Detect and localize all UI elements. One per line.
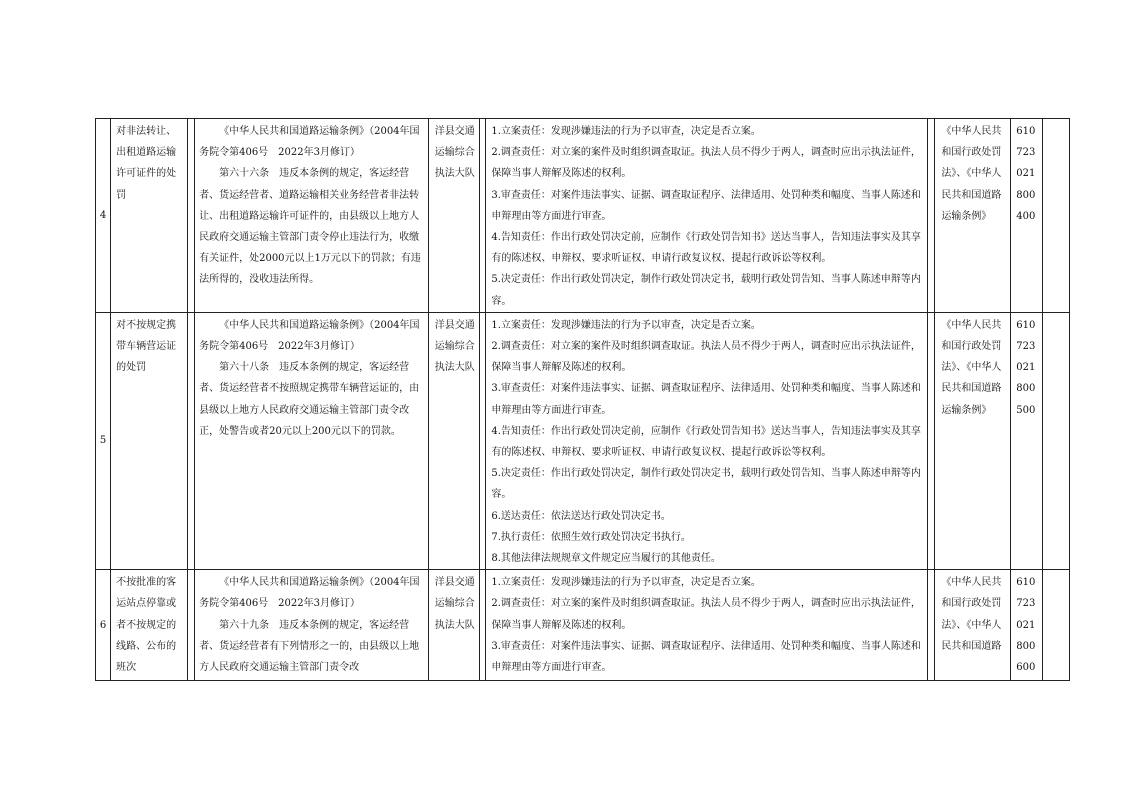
row-index: 4 [99, 209, 107, 221]
spacer-cell [188, 119, 195, 313]
code-segment: 610 [1016, 319, 1036, 331]
duty-item: 3.审查责任：对案件违法事实、证据、调查取证程序、法律适用、处罚种类和幅度、当事人陈述和申辩理由等方面进行审查。 [491, 189, 921, 222]
department: 洋县交通运输综合执法大队 [434, 319, 475, 374]
duty-item: 1.立案责任：发现涉嫌违法的行为予以审查，决定是否立案。 [491, 577, 761, 589]
legal-basis-cell [195, 570, 429, 681]
code-segment: 723 [1016, 598, 1036, 610]
item-name: 对不按规定携带车辆营运证的处罚 [116, 319, 177, 374]
code-segment: 600 [1016, 662, 1036, 674]
remarks-cell [1042, 312, 1069, 569]
code-segment: 021 [1016, 362, 1036, 374]
basis-article: 第六十八条 违反本条例的规定，客运经营者、货运经营者不按照规定携带车辆营运证的，由县级以上地方人民政府交通运输主管部门责令改正，处警告或者20元以上200元以下的罚款。 [199, 362, 420, 437]
spacer-cell [928, 312, 935, 569]
department: 洋县交通运输综合执法大队 [434, 126, 475, 180]
spacer-cell [928, 119, 935, 313]
item-name: 不按批准的客运站点停靠或者不按规定的线路、公布的班次 [116, 577, 177, 674]
item-name: 对非法转让、出租道路运输许可证件的处罚 [116, 126, 177, 201]
duty-item: 2.调查责任：对立案的案件及时组织调查取证。执法人员不得少于两人，调查时应出示执法证件，保障当事人辩解及陈述的权利。 [491, 147, 921, 180]
basis-title: 《中华人民共和国道路运输条例》（2004年国务院令第406号 2022年3月修订） [199, 577, 420, 610]
laws-cell [935, 570, 1011, 681]
laws: 《中华人民共和国行政处罚法》、《中华人民共和国道路运输条例》 [941, 319, 1002, 416]
code-segment: 610 [1016, 577, 1036, 589]
item-name-cell [111, 119, 188, 313]
department-cell [428, 119, 480, 313]
spacer-cell [188, 312, 195, 569]
code-segment: 800 [1016, 189, 1036, 201]
duty-item: 2.调查责任：对立案的案件及时组织调查取证。执法人员不得少于两人，调查时应出示执法证件，保障当事人辩解及陈述的权利。 [491, 598, 921, 631]
item-name-cell [111, 312, 188, 569]
duty-item: 4.告知责任：作出行政处罚决定前，应制作《行政处罚告知书》送达当事人，告知违法事实及其享有的陈述权、申辩权、要求听证权、申请行政复议权、提起行政诉讼等权利。 [491, 232, 921, 265]
spacer-cell [188, 570, 195, 681]
duty-item: 3.审查责任：对案件违法事实、证据、调查取证程序、法律适用、处罚种类和幅度、当事人陈述和申辩理由等方面进行审查。 [491, 640, 921, 674]
duty-item: 8.其他法律法规规章文件规定应当履行的其他责任。 [491, 553, 721, 565]
duty-item: 3.审查责任：对案件违法事实、证据、调查取证程序、法律适用、处罚种类和幅度、当事人陈述和申辩理由等方面进行审查。 [491, 383, 921, 416]
duty-item: 7.执行责任：依照生效行政处罚决定书执行。 [491, 531, 691, 543]
code-segment: 800 [1016, 383, 1036, 395]
duties-cell [486, 119, 928, 313]
duties-cell [486, 312, 928, 569]
duty-item: 5.决定责任：作出行政处罚决定，制作行政处罚决定书，载明行政处罚告知、当事人陈述申辩等内容。 [491, 274, 921, 307]
duty-list-table [95, 118, 1070, 681]
row-index-cell [96, 119, 111, 313]
laws-cell [935, 119, 1011, 313]
row-index-cell [96, 570, 111, 681]
basis-article: 第六十九条 违反本条例的规定，客运经营者、货运经营者有下列情形之一的，由县级以上地方人民政府交通运输主管部门责令改 [199, 619, 420, 674]
duties-cell [486, 570, 928, 681]
laws-cell [935, 312, 1011, 569]
row-index: 6 [99, 619, 107, 631]
code-cell [1011, 570, 1042, 681]
duty-item: 2.调查责任：对立案的案件及时组织调查取证。执法人员不得少于两人，调查时应出示执法证件，保障当事人辩解及陈述的权利。 [491, 341, 921, 374]
table-row [96, 312, 1070, 569]
code-cell [1011, 119, 1042, 313]
code-segment: 723 [1016, 341, 1036, 353]
duty-item: 6.送达责任：依法送达行政处罚决定书。 [491, 510, 671, 522]
row-index-cell [96, 312, 111, 569]
code-segment: 800 [1016, 640, 1036, 652]
code-segment: 723 [1016, 147, 1036, 159]
laws: 《中华人民共和国行政处罚法》、《中华人民共和国道路运输条例》 [941, 126, 1002, 222]
basis-title: 《中华人民共和国道路运输条例》（2004年国务院令第406号 2022年3月修订） [199, 126, 420, 159]
code-cell [1011, 312, 1042, 569]
legal-basis-cell [195, 312, 429, 569]
department-cell [428, 570, 480, 681]
duty-item: 4.告知责任：作出行政处罚决定前，应制作《行政处罚告知书》送达当事人，告知违法事实及其享有的陈述权、申辩权、要求听证权、申请行政复议权、提起行政诉讼等权利。 [491, 425, 921, 459]
department-cell [428, 312, 480, 569]
code-segment: 021 [1016, 619, 1036, 631]
table-row [96, 570, 1070, 681]
duty-item: 5.决定责任：作出行政处罚决定，制作行政处罚决定书，载明行政处罚告知、当事人陈述申辩等内容。 [491, 468, 921, 501]
code-segment: 400 [1016, 210, 1036, 222]
legal-basis-cell [195, 119, 429, 313]
remarks-cell [1042, 570, 1069, 681]
table-body [96, 119, 1070, 681]
code-segment: 021 [1016, 168, 1036, 180]
duty-item: 1.立案责任：发现涉嫌违法的行为予以审查，决定是否立案。 [491, 319, 761, 331]
basis-title: 《中华人民共和国道路运输条例》（2004年国务院令第406号 2022年3月修订） [199, 319, 420, 353]
item-name-cell [111, 570, 188, 681]
remarks-cell [1042, 119, 1069, 313]
code-segment: 610 [1016, 126, 1036, 137]
row-index: 5 [99, 435, 107, 447]
department: 洋县交通运输综合执法大队 [434, 577, 475, 631]
spacer-cell [928, 570, 935, 681]
duty-item: 1.立案责任：发现涉嫌违法的行为予以审查，决定是否立案。 [491, 126, 761, 137]
laws: 《中华人民共和国行政处罚法》、《中华人民共和国道路 [941, 577, 1002, 652]
table-row [96, 119, 1070, 313]
code-segment: 500 [1016, 404, 1036, 416]
basis-article: 第六十六条 违反本条例的规定，客运经营者、货运经营者、道路运输相关业务经营者非法转让、出租道路运输许可证件的，由县级以上地方人民政府交通运输主管部门责令停止违法行为，收缴有关证件，处2000元以上1万元以下的罚款；有违法所得的，没收违法所得。 [199, 168, 421, 286]
